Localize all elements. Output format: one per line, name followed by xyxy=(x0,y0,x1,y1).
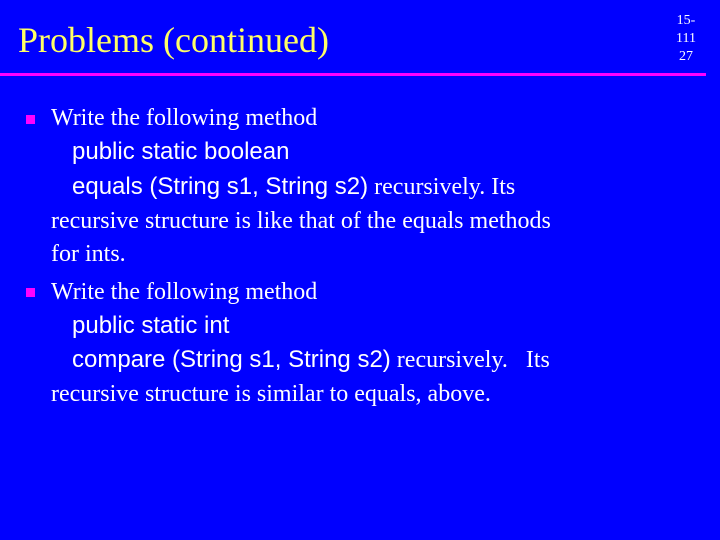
bullet-1-code-line-1: public static boolean xyxy=(72,138,290,165)
bullet-1-code-line-2 xyxy=(72,170,515,204)
slide-number-course: 15-111 xyxy=(676,13,696,46)
bullet-1-tail: recursively. Its xyxy=(368,174,516,200)
bullet-2-code-line-1: public static int xyxy=(72,312,230,339)
bullet-1-lead: Write the following method xyxy=(51,105,318,131)
bullet-marker xyxy=(26,288,35,297)
slide-number-page: 27 xyxy=(679,49,693,64)
bullet-1-signature: equals (String s1, String s2) xyxy=(72,173,369,200)
bullet-2-lead: Write the following method xyxy=(51,279,318,305)
bullet-2-code-line-2 xyxy=(72,343,550,377)
bullet-1-continuation-2: for ints. xyxy=(51,241,126,267)
bullet-2-signature: compare (String s1, String s2) xyxy=(72,346,391,373)
bullet-marker xyxy=(26,115,35,124)
bullet-2-tail: recursively. Its xyxy=(390,347,550,373)
slide-title: Problems (continued) xyxy=(18,20,329,60)
bullet-1-continuation-1: recursive structure is like that of the equals methods xyxy=(51,208,551,234)
bullet-2-continuation-1: recursive structure is similar to equals, above. xyxy=(51,381,491,407)
